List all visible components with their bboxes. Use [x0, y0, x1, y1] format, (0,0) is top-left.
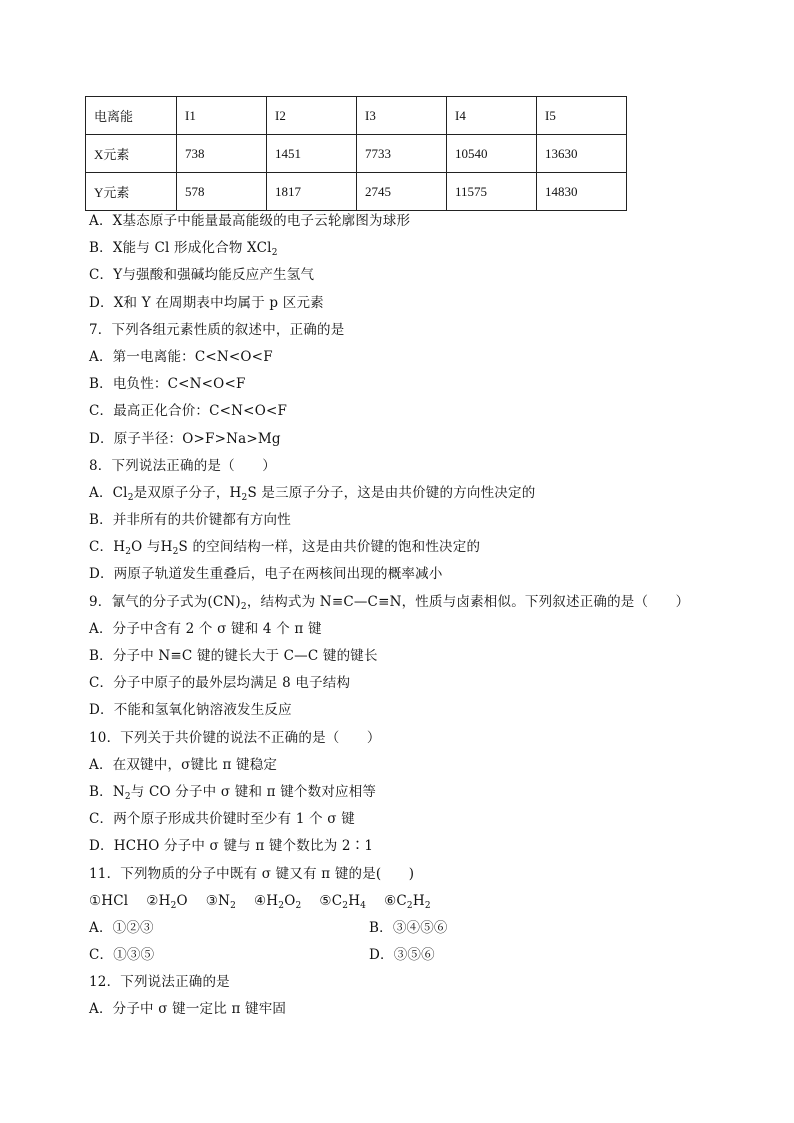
option-d: D．不能和氢氧化钠溶液发生反应 — [89, 702, 292, 719]
table-row — [86, 135, 627, 173]
table-cell: 1451 — [267, 135, 357, 173]
option-c: C．$H_2O$ 与$H_2S$ 的空间结构一样，这是由共价键的饱和性决定的 — [89, 539, 481, 558]
option-b: B．③④⑤⑥ — [369, 919, 448, 936]
table-cell: 738 — [177, 135, 267, 173]
table-cell: 14830 — [537, 173, 627, 211]
table-header-cell: I1 — [177, 97, 267, 135]
option-d: D．③⑤⑥ — [369, 947, 435, 964]
options-ab — [89, 915, 769, 942]
option-d: D．原子半径：O>F>Na>Mg — [89, 430, 281, 447]
table-header-cell: I4 — [447, 97, 537, 135]
table-header-cell: 电离能 — [86, 97, 177, 135]
question-text — [89, 208, 769, 1024]
option-c: C．①③⑤ — [89, 947, 155, 964]
question-9-stem: 9．氰气的分子式为$(CN)_2$，结构式为 N≡C—C≡N，性质与卤素相似。下列叙述正确的是（ ） — [89, 593, 690, 612]
options-cd — [89, 942, 769, 969]
table-cell: 7733 — [357, 135, 447, 173]
option-b: B．并非所有的共价键都有方向性 — [89, 512, 291, 529]
row-label: X元素 — [86, 135, 177, 173]
table-cell: 1817 — [267, 173, 357, 211]
table-header-cell: I3 — [357, 97, 447, 135]
table-cell: 2745 — [357, 173, 447, 211]
option-c: C．分子中原子的最外层均满足 8 电子结构 — [89, 675, 351, 692]
option-b: B．$N_2$与 CO 分子中 σ 键和 π 键个数对应相等 — [89, 783, 377, 802]
table-row — [86, 173, 627, 211]
question-11-stem: 11．下列物质的分子中既有 σ 键又有 π 键的是( ) — [89, 865, 415, 882]
option-a: A．在双键中，σ键比 π 键稳定 — [89, 756, 278, 773]
option-b: B．X能与 Cl 形成化合物 XCl$_2$ — [89, 240, 278, 259]
question-8-stem: 8．下列说法正确的是（ ） — [89, 457, 276, 474]
question-10-stem: 10．下列关于共价键的说法不正确的是（ ） — [89, 729, 381, 746]
option-a: A．$Cl_2$是双原子分子，$H_2S$ 是三原子分子，这是由共价键的方向性决定的 — [89, 484, 536, 503]
table-header-cell: I5 — [537, 97, 627, 135]
substance-list: ①HCl $②H_2O$ $③N_2$ $④H_2O_2$ $⑤C_2H_4$ $⑥C_2H_2$ — [89, 892, 431, 911]
table-cell: 11575 — [447, 173, 537, 211]
question-7-stem: 7．下列各组元素性质的叙述中，正确的是 — [89, 321, 345, 338]
option-d: D．两原子轨道发生重叠后，电子在两核间出现的概率减小 — [89, 566, 443, 583]
option-b: B．分子中 N≡C 键的键长大于 C—C 键的键长 — [89, 648, 378, 664]
option-c: C．最高正化合价：C<N<O<F — [89, 403, 288, 420]
table-cell: 578 — [177, 173, 267, 211]
option-a: A．第一电离能：C<N<O<F — [89, 348, 273, 365]
option-a: A．分子中 σ 键一定比 π 键牢固 — [89, 1001, 287, 1018]
row-label: Y元素 — [86, 173, 177, 211]
ionization-energy-table — [85, 96, 627, 211]
option-d: D．HCHO 分子中 σ 键与 π 键个数比为 2∶1 — [89, 838, 374, 855]
option-c: C．两个原子形成共价键时至少有 1 个 σ 键 — [89, 811, 355, 828]
option-b: B．电负性：C<N<O<F — [89, 376, 246, 393]
table-cell: 13630 — [537, 135, 627, 173]
table-header-cell: I2 — [267, 97, 357, 135]
table-cell: 10540 — [447, 135, 537, 173]
table-header-row — [86, 97, 627, 135]
question-12-stem: 12．下列说法正确的是 — [89, 974, 230, 991]
option-a: A．分子中含有 2 个 σ 键和 4 个 π 键 — [89, 620, 322, 637]
option-a: A．①②③ — [89, 919, 154, 936]
option-d: D．X和 Y 在周期表中均属于 p 区元素 — [89, 294, 324, 311]
option-a: A．X基态原子中能量最高能级的电子云轮廓图为球形 — [89, 213, 411, 229]
option-c: C．Y与强酸和强碱均能反应产生氢气 — [89, 267, 315, 284]
